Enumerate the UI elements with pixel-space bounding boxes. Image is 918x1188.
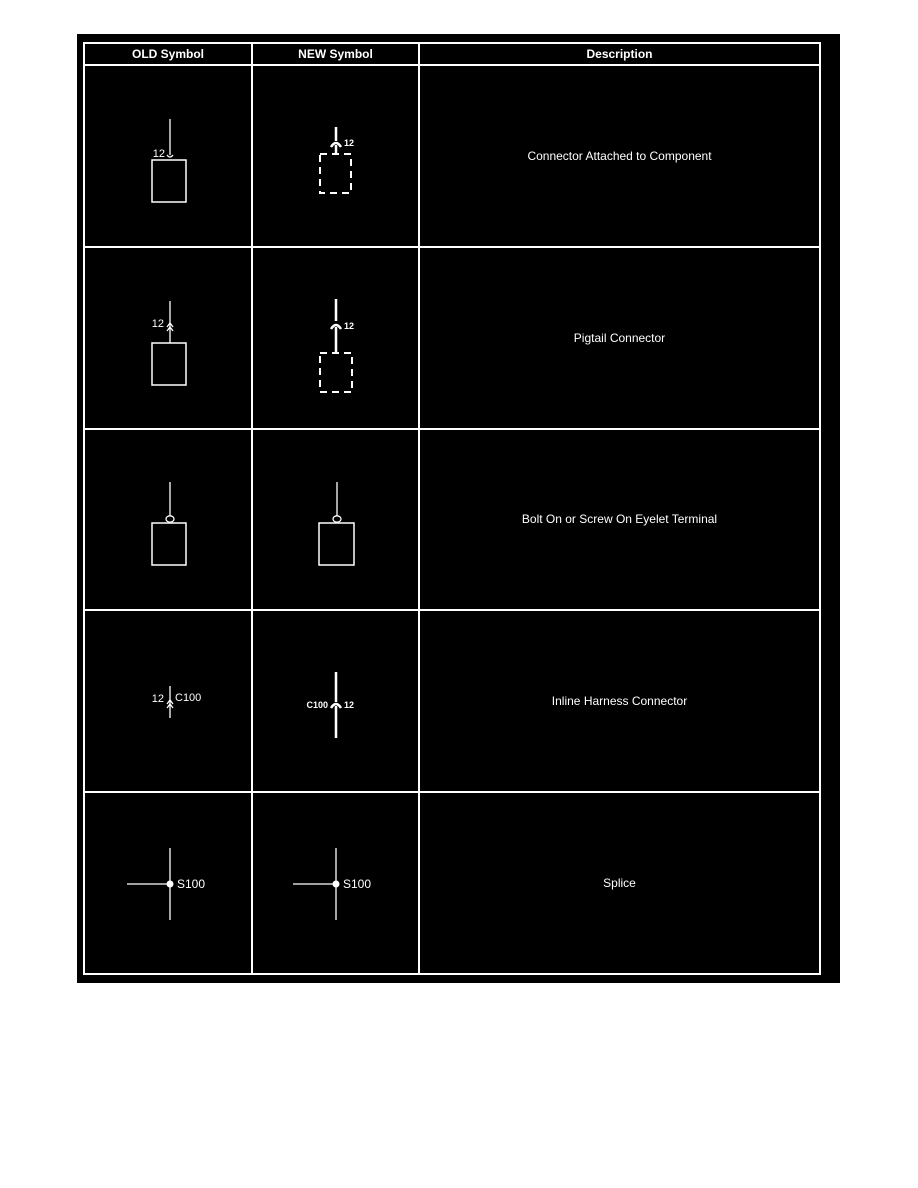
old-pin-label: 12 xyxy=(152,147,165,160)
old-symbol-cell xyxy=(84,792,252,974)
new-pin-label: 12 xyxy=(344,320,355,331)
description-cell: Inline Harness Connector xyxy=(419,610,820,792)
header-description: Description xyxy=(419,43,820,65)
old-symbol-cell xyxy=(84,610,252,792)
new-symbol-cell xyxy=(252,792,419,974)
old-inline-connector-symbol xyxy=(85,612,253,790)
table-row xyxy=(84,247,820,429)
header-new-symbol: NEW Symbol xyxy=(252,43,419,65)
old-connector-attached-symbol xyxy=(85,67,253,245)
old-symbol-cell xyxy=(84,247,252,429)
new-connector-id: C100 xyxy=(306,700,328,711)
description-cell: Bolt On or Screw On Eyelet Terminal xyxy=(419,429,820,611)
new-eyelet-symbol xyxy=(253,430,420,608)
old-symbol-cell xyxy=(84,429,252,611)
new-symbol-cell xyxy=(252,610,419,792)
old-splice-id: S100 xyxy=(177,877,206,892)
new-connector-attached-symbol xyxy=(253,67,420,245)
new-inline-connector-symbol xyxy=(253,612,420,790)
new-symbol-cell xyxy=(252,429,419,611)
old-eyelet-symbol xyxy=(85,430,253,608)
table-row xyxy=(84,429,820,611)
description-cell: Connector Attached to Component xyxy=(419,65,820,247)
new-pin-label: 12 xyxy=(344,700,355,711)
new-splice-id: S100 xyxy=(343,877,372,892)
table-header-row xyxy=(84,43,820,65)
old-pin-label: 12 xyxy=(151,317,164,330)
new-symbol-cell xyxy=(252,65,419,247)
symbol-comparison-table xyxy=(83,42,821,975)
old-symbol-cell xyxy=(84,65,252,247)
old-connector-id: C100 xyxy=(175,692,202,705)
new-pigtail-symbol xyxy=(253,249,420,427)
table-row xyxy=(84,792,820,974)
new-symbol-cell xyxy=(252,247,419,429)
new-splice-symbol xyxy=(253,794,420,972)
description-cell: Splice xyxy=(419,792,820,974)
old-splice-symbol xyxy=(85,794,253,972)
header-old-symbol: OLD Symbol xyxy=(84,43,252,65)
new-pin-label: 12 xyxy=(344,137,355,148)
old-pin-label: 12 xyxy=(151,693,164,706)
old-pigtail-symbol xyxy=(85,249,253,427)
table-row xyxy=(84,65,820,247)
description-cell: Pigtail Connector xyxy=(419,247,820,429)
table-row xyxy=(84,610,820,792)
